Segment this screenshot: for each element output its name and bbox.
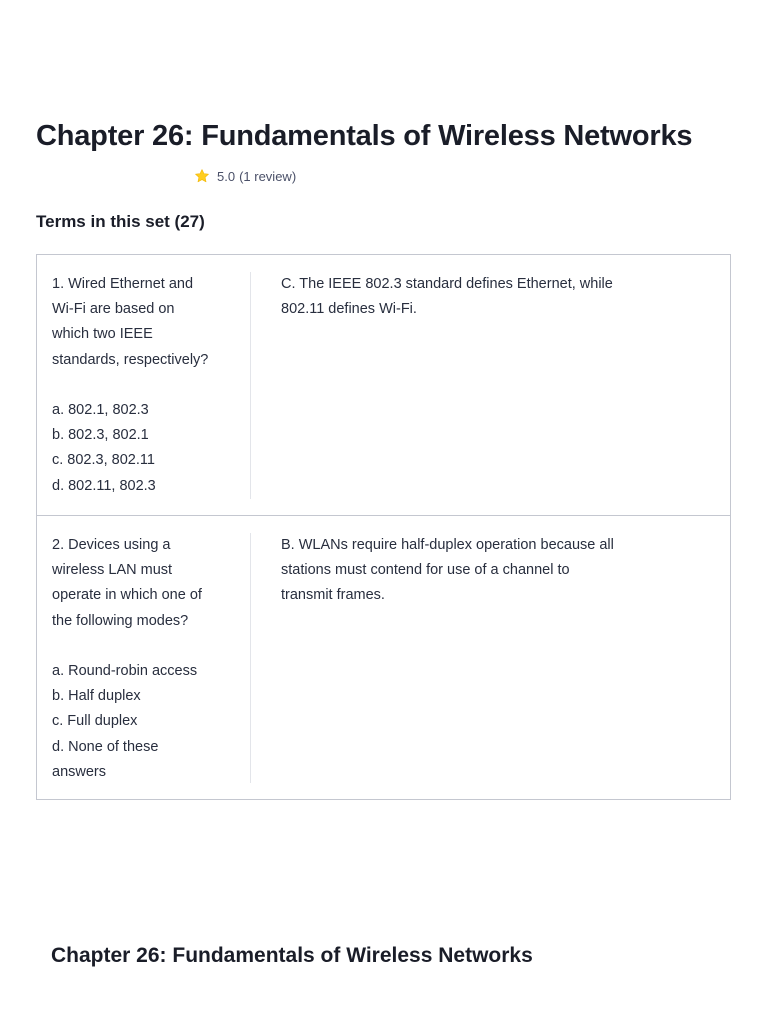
term-card: [37, 515, 730, 799]
rating-review-count[interactable]: (1 review): [239, 168, 297, 184]
term-side: [52, 533, 251, 783]
set-title: Chapter 26: Fundamentals of Wireless Networks: [36, 120, 693, 152]
terms-heading: Terms in this set (27): [36, 212, 205, 231]
term-side: [52, 272, 251, 499]
rating-score: 5.0: [217, 168, 236, 184]
definition-text: C. The IEEE 802.3 standard defines Ethernet, while 802.11 defines Wi-Fi.: [281, 276, 613, 318]
term-card: [37, 255, 730, 515]
definition-side: [251, 272, 643, 499]
term-text: 2. Devices using a wireless LAN must operate in which one of the following modes? a. Round-robin access b. Half duplex c. Full duplex d. None of these answers: [52, 537, 202, 780]
terms-list: [36, 254, 731, 800]
term-text: 1. Wired Ethernet and Wi-Fi are based on which two IEEE standards, respectively? a. 802.1, 802.3 b. 802.3, 802.1 c. 802.3, 802.11 d. 802.11, 802.3: [52, 276, 209, 494]
footer-set-title: Chapter 26: Fundamentals of Wireless Networks: [51, 944, 533, 967]
set-rating[interactable]: [194, 168, 296, 184]
definition-side: [251, 533, 643, 783]
star-icon: [194, 168, 210, 184]
definition-text: B. WLANs require half-duplex operation because all stations must contend for use of a channel to transmit frames.: [281, 537, 614, 604]
